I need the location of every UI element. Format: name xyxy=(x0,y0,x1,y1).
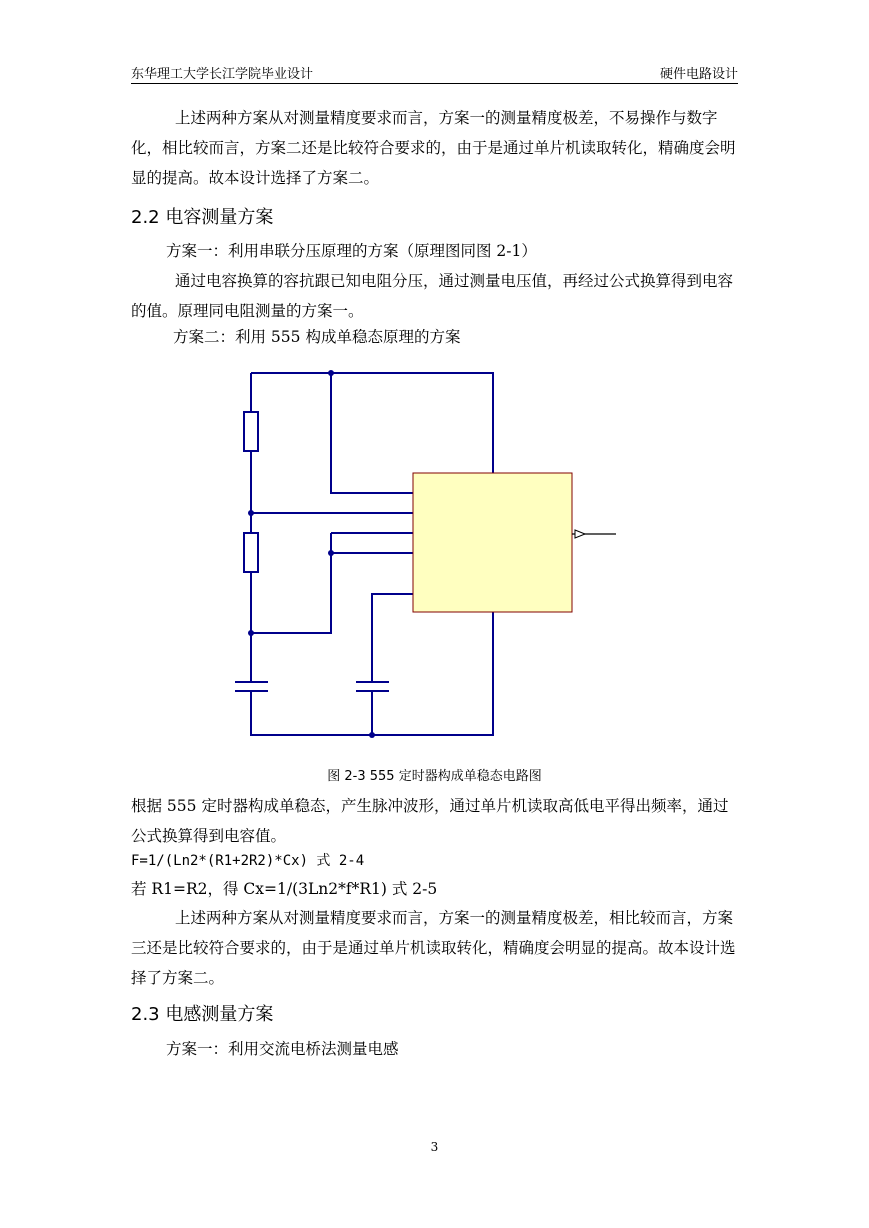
page-number: 3 xyxy=(430,1140,439,1154)
comparison-paragraph: 上述两种方案从对测量精度要求而言，方案一的测量精度极差，相比较而言，方案三还是比较符合要求的，由于是通过单片机读取转化，精确度会明显的提高。故本设计选择了方案二。 xyxy=(131,909,736,987)
header-right: 硬件电路设计 xyxy=(659,67,738,82)
capacitance-option2: 方案二：利用 555 构成单稳态原理的方案 xyxy=(173,328,461,346)
resistor-r1 xyxy=(244,412,258,451)
resistor-r2 xyxy=(244,533,258,572)
after-figure-paragraph: 根据 555 定时器构成单稳态，产生脉冲波形，通过单片机读取高低电平得出频率，通过公式换算得到电容值。 xyxy=(131,797,729,845)
intro-paragraph: 上述两种方案从对测量精度要求而言，方案一的测量精度极差，不易操作与数字化，相比较而言，方案二还是比较符合要求的，由于是通过单片机读取转化，精确度会明显的提高。故本设计选择了方案二。 xyxy=(131,109,736,187)
figure-caption: 图 2-3 555 定时器构成单稳态电路图 xyxy=(327,769,542,784)
inductance-option1: 方案一：利用交流电桥法测量电感 xyxy=(166,1040,399,1058)
ic-555-body xyxy=(413,473,572,612)
section-2-2-heading: 2.2 电容测量方案 xyxy=(131,207,274,228)
output-arrow-icon xyxy=(575,530,585,538)
capacitance-option1: 方案一：利用串联分压原理的方案（原理图同图 2-1） xyxy=(166,242,537,260)
formula-2-4: F=1/(Ln2*(R1+2R2)*Cx) 式 2-4 xyxy=(131,853,365,869)
capacitance-option1-desc: 通过电容换算的容抗跟已知电阻分压，通过测量电压值，再经过公式换算得到电容的值。原理同电阻测量的方案一。 xyxy=(131,272,734,320)
formula-2-5: 若 R1=R2，得 Cx=1/(3Ln2*f*R1) 式 2-5 xyxy=(131,880,438,898)
header-left: 东华理工大学长江学院毕业设计 xyxy=(131,67,314,82)
section-2-3-heading: 2.3 电感测量方案 xyxy=(131,1004,274,1025)
